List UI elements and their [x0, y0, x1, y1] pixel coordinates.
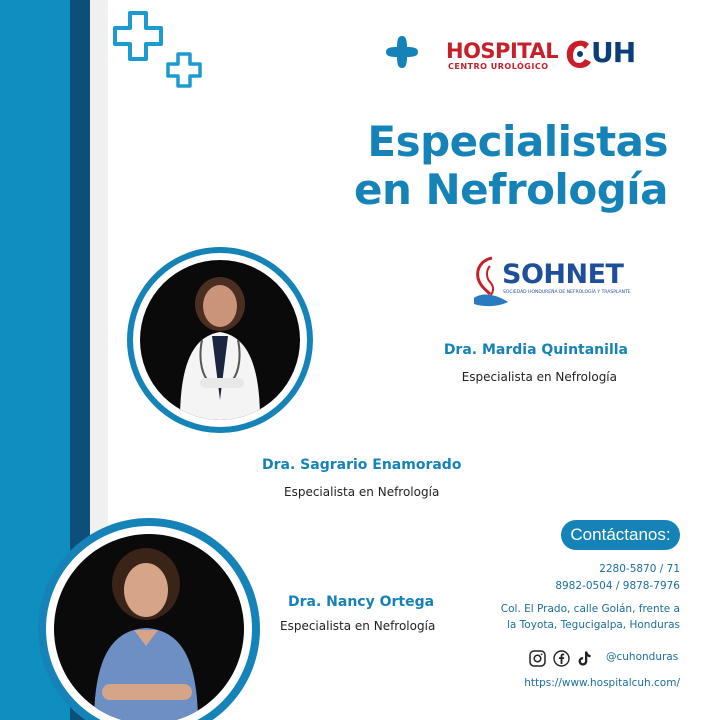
plus-cross-outline-icon	[165, 51, 203, 89]
facebook-icon[interactable]	[553, 650, 570, 667]
doctor-specialty-quintanilla: Especialista en Nefrología	[461, 370, 617, 384]
doctor-photo-ortega	[54, 534, 244, 720]
plus-logo-icon	[384, 34, 420, 74]
contact-address-2: la Toyota, Tegucigalpa, Honduras	[506, 619, 680, 631]
logo-subtitle: CENTRO UROLÓGICO	[448, 62, 549, 71]
doctor-name-ortega: Dra. Nancy Ortega	[288, 594, 435, 610]
page-title	[354, 118, 668, 214]
sohnet-name: SOHNET	[502, 259, 624, 290]
doctor-specialty-enamorado: Especialista en Nefrología	[284, 485, 440, 499]
contact-address-1: Col. El Prado, calle Golán, frente a	[500, 603, 680, 615]
logo-uh-text: UH	[591, 36, 636, 69]
website-link[interactable]: https://www.hospitalcuh.com/	[524, 677, 680, 689]
contact-label: Contáctanos:	[561, 520, 680, 550]
doctor-name-enamorado: Dra. Sagrario Enamorado	[262, 457, 462, 473]
logo-hospital-text: HOSPITAL	[446, 39, 559, 63]
doctor-photo-quintanilla	[140, 260, 300, 420]
social-handle[interactable]: @cuhonduras	[606, 651, 679, 663]
sohnet-subtitle: SOCIEDAD HONDUREÑA DE NEFROLOGÍA Y TRASPLANTE	[503, 290, 631, 295]
plus-cross-outline-icon	[112, 10, 164, 62]
contact-phone-2[interactable]: 8982-0504 / 9878-7976	[555, 580, 680, 592]
doctor-name-quintanilla: Dra. Mardia Quintanilla	[443, 342, 628, 358]
title-line-1: Especialistas	[367, 117, 668, 166]
contact-phone-1[interactable]: 2280-5870 / 71	[599, 563, 680, 575]
title-line-2: en Nefrología	[353, 165, 668, 214]
tiktok-icon[interactable]	[576, 650, 593, 667]
doctor-specialty-ortega: Especialista en Nefrología	[280, 619, 436, 633]
kidney-logo-icon	[565, 38, 593, 74]
instagram-icon[interactable]	[529, 650, 546, 667]
